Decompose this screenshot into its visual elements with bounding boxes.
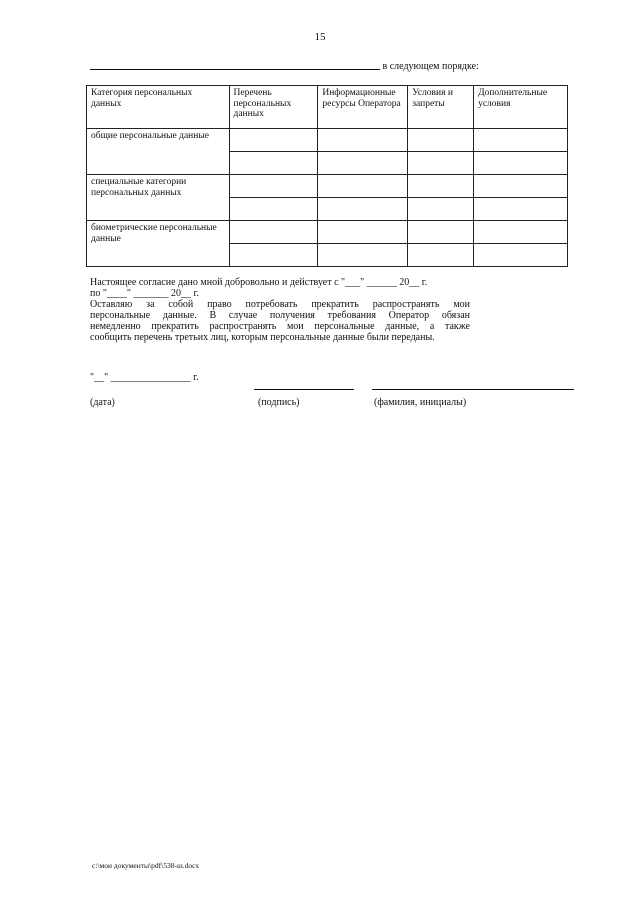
table-cell xyxy=(408,175,474,198)
order-suffix: в следующем порядке: xyxy=(382,61,479,72)
table-cell xyxy=(474,175,568,198)
table-cell xyxy=(318,244,408,267)
table-cell xyxy=(408,198,474,221)
table-cell xyxy=(408,244,474,267)
category-biometric: биометрические персональные данные xyxy=(87,221,230,267)
table-cell xyxy=(318,221,408,244)
category-special: специальные категории персональных данных xyxy=(87,175,230,221)
table-cell xyxy=(229,175,318,198)
table-cell xyxy=(474,244,568,267)
header-additional: Дополнительные условия xyxy=(474,86,568,129)
consent-text xyxy=(90,277,470,343)
table-cell xyxy=(229,129,318,152)
name-label: (фамилия, инициалы) xyxy=(374,397,467,408)
category-general: общие персональные данные xyxy=(87,129,230,175)
table-row xyxy=(87,129,568,152)
footer-file-path: c:\мои документы\pdf\538-ш.docx xyxy=(92,861,200,870)
table-cell xyxy=(229,152,318,175)
table-cell xyxy=(408,221,474,244)
table-cell xyxy=(474,152,568,175)
personal-data-table xyxy=(86,85,568,267)
table-cell xyxy=(408,129,474,152)
table-cell xyxy=(408,152,474,175)
consent-line: Оставляю за собой право потребовать прекратить распространять мои xyxy=(90,299,470,310)
consent-line: персональные данные. В случае получения требования Оператор обязан xyxy=(90,310,470,321)
signature-line xyxy=(254,389,354,390)
table-cell xyxy=(474,129,568,152)
header-category: Категория персональных данных xyxy=(87,86,230,129)
header-conditions: Условия и запреты xyxy=(408,86,474,129)
order-blank-line xyxy=(90,59,380,70)
table-row xyxy=(87,221,568,244)
date-blank: "__" ________________ г. xyxy=(90,372,199,383)
table-cell xyxy=(229,198,318,221)
date-label: (дата) xyxy=(90,397,115,408)
signature-label: (подпись) xyxy=(258,397,300,408)
consent-line: Настоящее согласие дано мной добровольно и действует с "___" ______ 20__ г. xyxy=(90,277,428,288)
order-line xyxy=(90,59,590,72)
name-line xyxy=(372,389,574,390)
table-cell xyxy=(229,221,318,244)
header-resources: Информационные ресурсы Оператора xyxy=(318,86,408,129)
table-cell xyxy=(474,198,568,221)
page-number: 15 xyxy=(314,31,326,43)
table-row xyxy=(87,175,568,198)
consent-line: сообщить перечень третьих лиц, которым персональные данные были переданы. xyxy=(90,332,435,343)
consent-line: немедленно прекратить распространять мои персональные данные, а также xyxy=(90,321,470,332)
table-cell xyxy=(318,198,408,221)
table-cell xyxy=(229,244,318,267)
table-cell xyxy=(318,152,408,175)
table-header-row xyxy=(87,86,568,129)
table-cell xyxy=(318,129,408,152)
table-cell xyxy=(474,221,568,244)
header-list: Перечень персональных данных xyxy=(229,86,318,129)
table-cell xyxy=(318,175,408,198)
consent-line: по "____" _______ 20__ г. xyxy=(90,288,199,299)
